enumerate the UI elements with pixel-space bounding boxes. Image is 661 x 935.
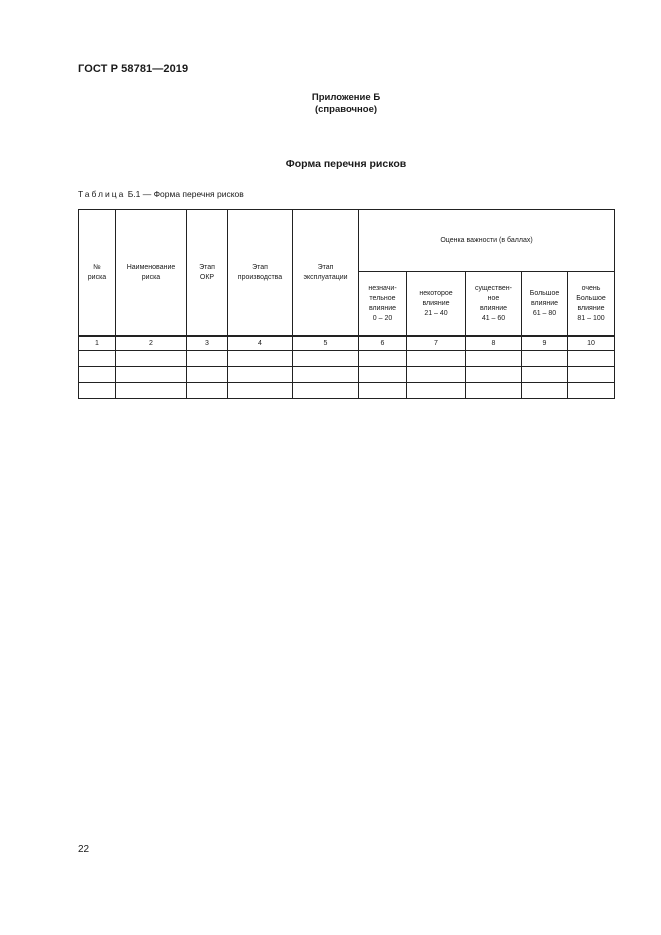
column-number: 4 xyxy=(228,336,293,351)
column-number: 10 xyxy=(568,336,615,351)
column-number: 5 xyxy=(293,336,359,351)
annex-title: Приложение Б xyxy=(311,92,381,103)
table-cell xyxy=(293,367,359,383)
sub-line: Большое xyxy=(576,294,606,302)
document-code: ГОСТ Р 58781—2019 xyxy=(78,63,189,75)
header-stage-exploitation: Этап эксплуатации xyxy=(293,210,359,337)
column-number: 2 xyxy=(116,336,187,351)
table-cell xyxy=(359,367,407,383)
form-title: Форма перечня рисков xyxy=(285,158,407,170)
column-number: 7 xyxy=(407,336,466,351)
sub-line: 41 – 60 xyxy=(481,314,506,322)
table-cell xyxy=(116,367,187,383)
header-large-impact xyxy=(522,272,568,337)
header-stage-okr: Этап ОКР xyxy=(187,210,228,337)
sub-line: Большое xyxy=(529,289,560,297)
table-caption xyxy=(78,189,244,199)
table-cell xyxy=(293,351,359,367)
table-caption-text: Б.1 — Форма перечня рисков xyxy=(125,189,244,199)
sub-line: влияние xyxy=(577,304,605,312)
table-cell xyxy=(228,383,293,399)
header-some-impact xyxy=(407,272,466,337)
annex-heading xyxy=(0,92,661,116)
table-cell xyxy=(79,383,116,399)
table-cell xyxy=(359,383,407,399)
header-importance-group: Оценка важности (в баллах) xyxy=(359,210,615,272)
sub-line: 81 – 100 xyxy=(577,314,605,322)
column-numbers-row xyxy=(79,336,615,351)
risk-list-table xyxy=(78,209,615,399)
table-cell xyxy=(79,351,116,367)
table-cell xyxy=(466,383,522,399)
header-risk-name: Наименование риска xyxy=(116,210,187,337)
table-cell xyxy=(359,351,407,367)
table-cell xyxy=(187,383,228,399)
table-cell xyxy=(568,383,615,399)
table-cell xyxy=(79,367,116,383)
table-row xyxy=(79,383,615,399)
table-cell xyxy=(228,351,293,367)
table-cell xyxy=(568,351,615,367)
table-cell xyxy=(116,351,187,367)
table-row xyxy=(79,351,615,367)
column-number: 8 xyxy=(466,336,522,351)
table-cell xyxy=(228,367,293,383)
table-cell xyxy=(407,367,466,383)
header-risk-number: № риска xyxy=(79,210,116,337)
table-cell xyxy=(293,383,359,399)
header-significant-impact xyxy=(466,272,522,337)
header-insignificant-impact xyxy=(359,272,407,337)
sub-line: влияние xyxy=(368,304,396,312)
table-cell xyxy=(568,367,615,383)
column-number: 6 xyxy=(359,336,407,351)
column-number: 1 xyxy=(79,336,116,351)
sub-line: ное xyxy=(487,294,500,302)
sub-line: 0 – 20 xyxy=(372,314,393,322)
sub-line: некоторое xyxy=(419,289,453,297)
table-cell xyxy=(466,351,522,367)
sub-line: 21 – 40 xyxy=(424,309,448,317)
sub-line: тельное xyxy=(369,294,396,302)
table-row xyxy=(79,367,615,383)
table-cell xyxy=(407,351,466,367)
sub-line: 61 – 80 xyxy=(532,309,557,317)
sub-line: влияние xyxy=(422,299,450,307)
column-number: 3 xyxy=(187,336,228,351)
column-number: 9 xyxy=(522,336,568,351)
sub-line: незначи- xyxy=(368,284,397,292)
annex-subtitle: (справочное) xyxy=(314,104,378,115)
table-cell xyxy=(522,351,568,367)
table-caption-prefix: Таблица xyxy=(78,189,126,199)
table-cell xyxy=(522,383,568,399)
header-very-large-impact xyxy=(568,272,615,337)
table-cell xyxy=(187,351,228,367)
table-cell xyxy=(187,367,228,383)
header-stage-production: Этап производства xyxy=(228,210,293,337)
table-cell xyxy=(116,383,187,399)
table-cell xyxy=(522,367,568,383)
sub-line: очень xyxy=(581,284,601,292)
page-number: 22 xyxy=(78,844,90,855)
sub-line: существен- xyxy=(474,284,512,292)
sub-line: влияние xyxy=(479,304,507,312)
sub-line: влияние xyxy=(530,299,558,307)
table-cell xyxy=(466,367,522,383)
table-cell xyxy=(407,383,466,399)
